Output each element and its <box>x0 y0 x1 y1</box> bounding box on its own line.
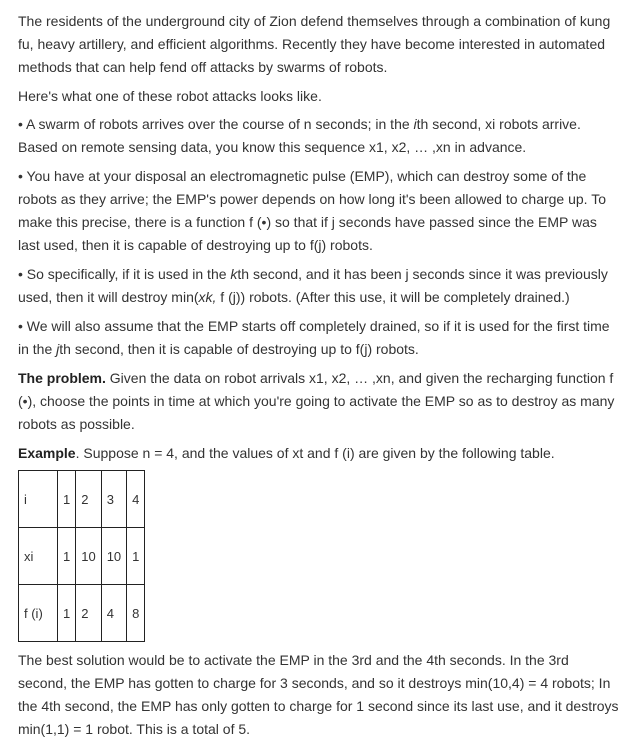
table-cell: 1 <box>127 528 145 585</box>
problem-paragraph: The problem. Given the data on robot arrivals x1, x2, … ,xn, and given the recharging function f (•), choose the points in time at which you're going to activate the EMP so as to destroy as many robots as possible. <box>18 370 615 432</box>
table-cell: 3 <box>101 471 126 528</box>
table-cell: 4 <box>101 585 126 642</box>
table-cell: 2 <box>76 471 101 528</box>
solution-paragraph: The best solution would be to activate the EMP in the 3rd and the 4th seconds. In the 3rd second, the EMP has gotten to charge for 3 seconds, and so it destroys min(10,4) = 4 robots; In the 4th second, the EMP has only gotten to charge for 1 second since its last use, and it destroys min(1,1) = 1 robot. This is a total of 5. <box>18 652 619 737</box>
bullet-specifics: • So specifically, if it is used in the kth second, and it has been j seconds since it was previously used, then it will destroy min(xk, f (j)) robots. (After this use, it will be completely drained.) <box>18 266 608 305</box>
table-cell: 8 <box>127 585 145 642</box>
table-cell: i <box>19 471 58 528</box>
example-table <box>18 470 145 642</box>
table-cell: xi <box>19 528 58 585</box>
table-row <box>19 528 145 585</box>
table-cell: f (i) <box>19 585 58 642</box>
bullet-emp: • You have at your disposal an electromagnetic pulse (EMP), which can destroy some of the robots as they arrive; the EMP's power depends on how long it's been allowed to charge up. To make this precise, there is a function f (•) so that if j seconds have passed since the EMP was last used, then it is capable of destroying up to f(j) robots. <box>18 168 606 253</box>
example-paragraph: Example. Suppose n = 4, and the values of xt and f (i) are given by the following table. <box>18 445 555 461</box>
table-cell: 1 <box>58 471 76 528</box>
bullet-initial-state: • We will also assume that the EMP starts off completely drained, so if it is used for the first time in the jth second, then it is capable of destroying up to f(j) robots. <box>18 318 610 357</box>
example-label: Example <box>18 445 76 461</box>
table-cell: 4 <box>127 471 145 528</box>
table-row <box>19 585 145 642</box>
table-cell: 2 <box>76 585 101 642</box>
problem-label: The problem. <box>18 370 106 386</box>
intro-paragraph: The residents of the underground city of Zion defend themselves through a combination of kung fu, heavy artillery, and efficient algorithms. Recently they have become interested in automated methods that can help fend off attacks by swarms of robots. <box>18 13 611 75</box>
bullet-arrivals: • A swarm of robots arrives over the course of n seconds; in the ith second, xi robots arrive. Based on remote sensing data, you know this sequence x1, x2, … ,xn in advance. <box>18 116 581 155</box>
table-cell: 10 <box>101 528 126 585</box>
table-cell: 10 <box>76 528 101 585</box>
table-cell: 1 <box>58 528 76 585</box>
table-row <box>19 471 145 528</box>
table-cell: 1 <box>58 585 76 642</box>
attack-intro-paragraph: Here's what one of these robot attacks looks like. <box>18 88 322 104</box>
